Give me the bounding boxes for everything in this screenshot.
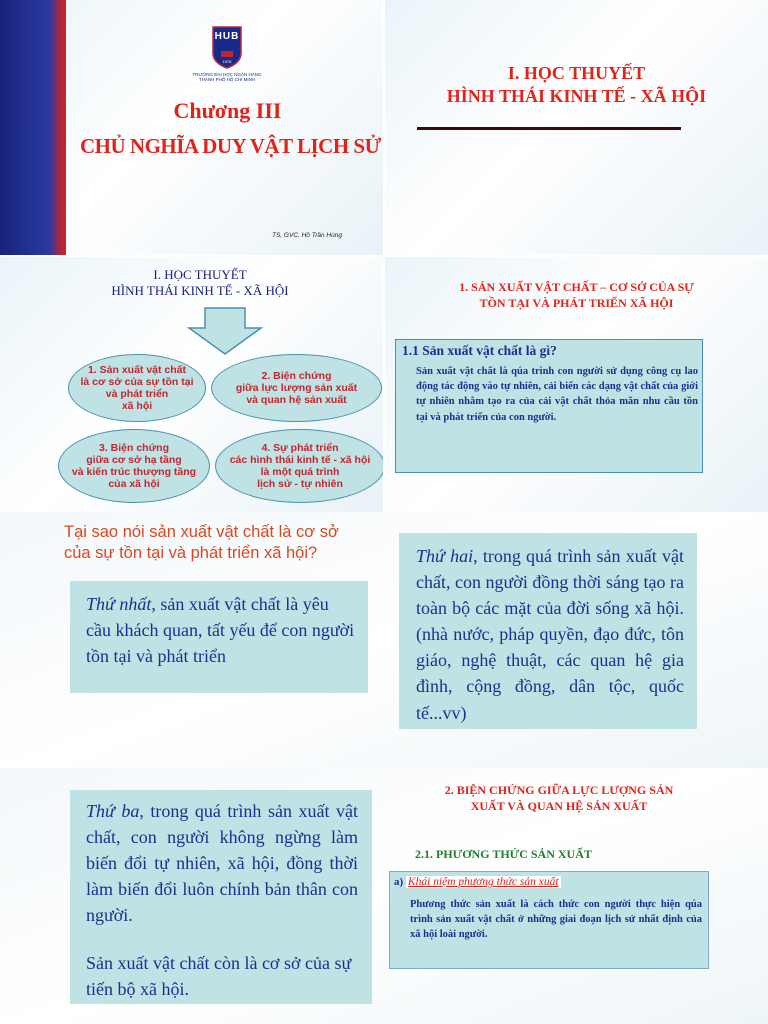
dialectic-heading-line-1: 2. BIỆN CHỨNG GIỮA LỰC LƯỢNG SẢN [444, 783, 674, 797]
section-heading-line-1: I. HỌC THUYẾT [507, 63, 646, 83]
overview-item-3 [58, 429, 210, 503]
reason-first-em: Thứ nhất [86, 594, 152, 614]
reason-third-body: , trong quá trình sản xuất vật chất, con người không ngừng làm biến đổi tự nhiên, xã hội, đồng thời làm biến đổi luôn chính bản thân con người. [86, 801, 358, 926]
school-line-1: TRƯỜNG ĐẠI HỌC NGÂN HÀNG [192, 72, 262, 77]
concept-box [389, 871, 709, 969]
slide-title [0, 0, 383, 255]
reason-question [64, 522, 394, 565]
item-3-line-3: và kiến trúc thượng tầng [71, 466, 197, 478]
item-3-line-4: của xã hội [108, 478, 160, 491]
slide-overview [0, 257, 383, 512]
chapter-title: CHỦ NGHĨA DUY VẬT LỊCH SỬ [80, 134, 381, 158]
logo-year: 1976 [222, 59, 232, 64]
overview-heading-line-1: I. HỌC THUYẾT [153, 267, 247, 282]
item-2-line-1: 2. Biện chứng [261, 369, 332, 382]
reason-third-box [70, 790, 372, 1004]
sidebar-accent-line [62, 0, 66, 255]
reason-third-em: Thứ ba [86, 801, 140, 821]
item-4-line-1: 4. Sự phát triển [261, 441, 339, 454]
section-heading [385, 62, 768, 107]
mode-of-production-heading: 2.1. PHƯƠNG THỨC SẢN XUẤT [415, 847, 592, 861]
production-heading-line-2: TỒN TẠI VÀ PHÁT TRIỂN XÃ HỘI [479, 296, 674, 311]
logo-text: HUB [214, 31, 240, 42]
overview-heading [60, 267, 340, 300]
school-name [170, 72, 284, 83]
definition-box-title: 1.1 Sản xuất vật chất là gì? [402, 343, 557, 358]
item-2-line-3: và quan hệ sản xuất [246, 394, 347, 407]
reason-second-box [399, 533, 697, 729]
concept-title: Khái niệm phương thức sản xuất [407, 876, 559, 888]
dialectic-heading [390, 782, 728, 814]
reason-second-text [416, 543, 684, 726]
item-3-line-1: 3. Biện chứng [98, 441, 169, 454]
item-4-line-3: là một quá trình [260, 466, 340, 478]
item-1-line-1: 1. Sản xuất vật chất [87, 363, 187, 376]
overview-item-1 [68, 354, 206, 422]
chapter-label: Chương III [173, 98, 282, 123]
item-3-line-2: giữa cơ sở hạ tầng [86, 453, 182, 466]
production-heading-line-1: 1. SẢN XUẤT VẬT CHẤT – CƠ SỞ CỦA SỰ [459, 280, 694, 294]
item-1-line-4: xã hội [121, 400, 153, 413]
reason-first-body: , sản xuất vật chất là yêu cầu khách quan, tất yếu để con người tồn tại và phát triển [86, 594, 355, 667]
concept-letter: a) [394, 876, 404, 888]
item-1-line-3: và phát triển [105, 388, 169, 400]
concept-label [394, 876, 561, 888]
overview-item-4 [215, 429, 383, 503]
logo [211, 25, 243, 69]
overview-heading-line-2: HÌNH THÁI KINH TẾ - XÃ HỘI [111, 283, 289, 299]
reason-question-line-1: Tại sao nói sản xuất vật chất là cơ sở [64, 523, 339, 541]
item-4-line-4: lịch sử - tự nhiên [257, 478, 343, 491]
down-arrow-icon [185, 306, 265, 361]
concept-text: Phương thức sản xuất là cách thức con người thực hiện qúa trình sản xuất vật chất ở những giai đoạn lịch sử nhất định của xã hội loài người. [410, 899, 702, 941]
slide-production [385, 257, 768, 512]
sidebar-bar [0, 0, 62, 255]
school-line-2: THÀNH PHỐ HỒ CHÍ MINH [198, 77, 256, 83]
reason-second-body: , trong quá trình sản xuất vật chất, con người đồng thời sáng tạo ra toàn bộ các mặt của đời sống xã hội. (nhà nước, pháp quyền, đạo đức, tôn giáo, nghệ thuật, các quan hệ gia đình, cộng đồng, dân tộc, quốc tế...vv) [416, 546, 684, 723]
reason-first-box [70, 581, 368, 693]
item-4-line-2: các hình thái kinh tế - xã hội [229, 453, 371, 466]
reason-question-line-2: của sự tồn tại và phát triển xã hội? [64, 544, 318, 563]
author: TS, GVC. Hồ Trần Hùng [272, 232, 342, 239]
slide-reasons [0, 512, 768, 768]
slide-section-heading [385, 0, 768, 255]
definition-box [395, 339, 703, 473]
overview-item-2 [211, 354, 382, 422]
reason-second-em: Thứ hai [416, 546, 474, 566]
heading-underline [417, 127, 681, 130]
section-heading-line-2: HÌNH THÁI KINH TẾ - XÃ HỘI [446, 85, 707, 106]
item-2-line-2: giữa lực lượng sản xuất [235, 381, 358, 394]
reason-first-text [86, 591, 356, 669]
slide-dialectic [0, 768, 768, 1024]
item-1-line-2: là cơ sở của sự tồn tại [80, 375, 194, 388]
reason-third-text [86, 798, 358, 928]
reason-third-text-2: Sản xuất vật chất còn là cơ sở của sự tiến bộ xã hội. [86, 953, 352, 1000]
dialectic-heading-line-2: XUẤT VÀ QUAN HỆ SẢN XUẤT [470, 799, 648, 814]
definition-box-text: Sản xuất vật chất là qúa trình con người sử dụng công cụ lao động tác động vào tự nhiên, cải biến các dạng vật chất của giới tự nhiên nhằm tạo ra của cải vật chất thỏa mãn nhu cầu tồn tại và phát triển của con người. [416, 366, 698, 423]
production-heading [385, 279, 768, 311]
